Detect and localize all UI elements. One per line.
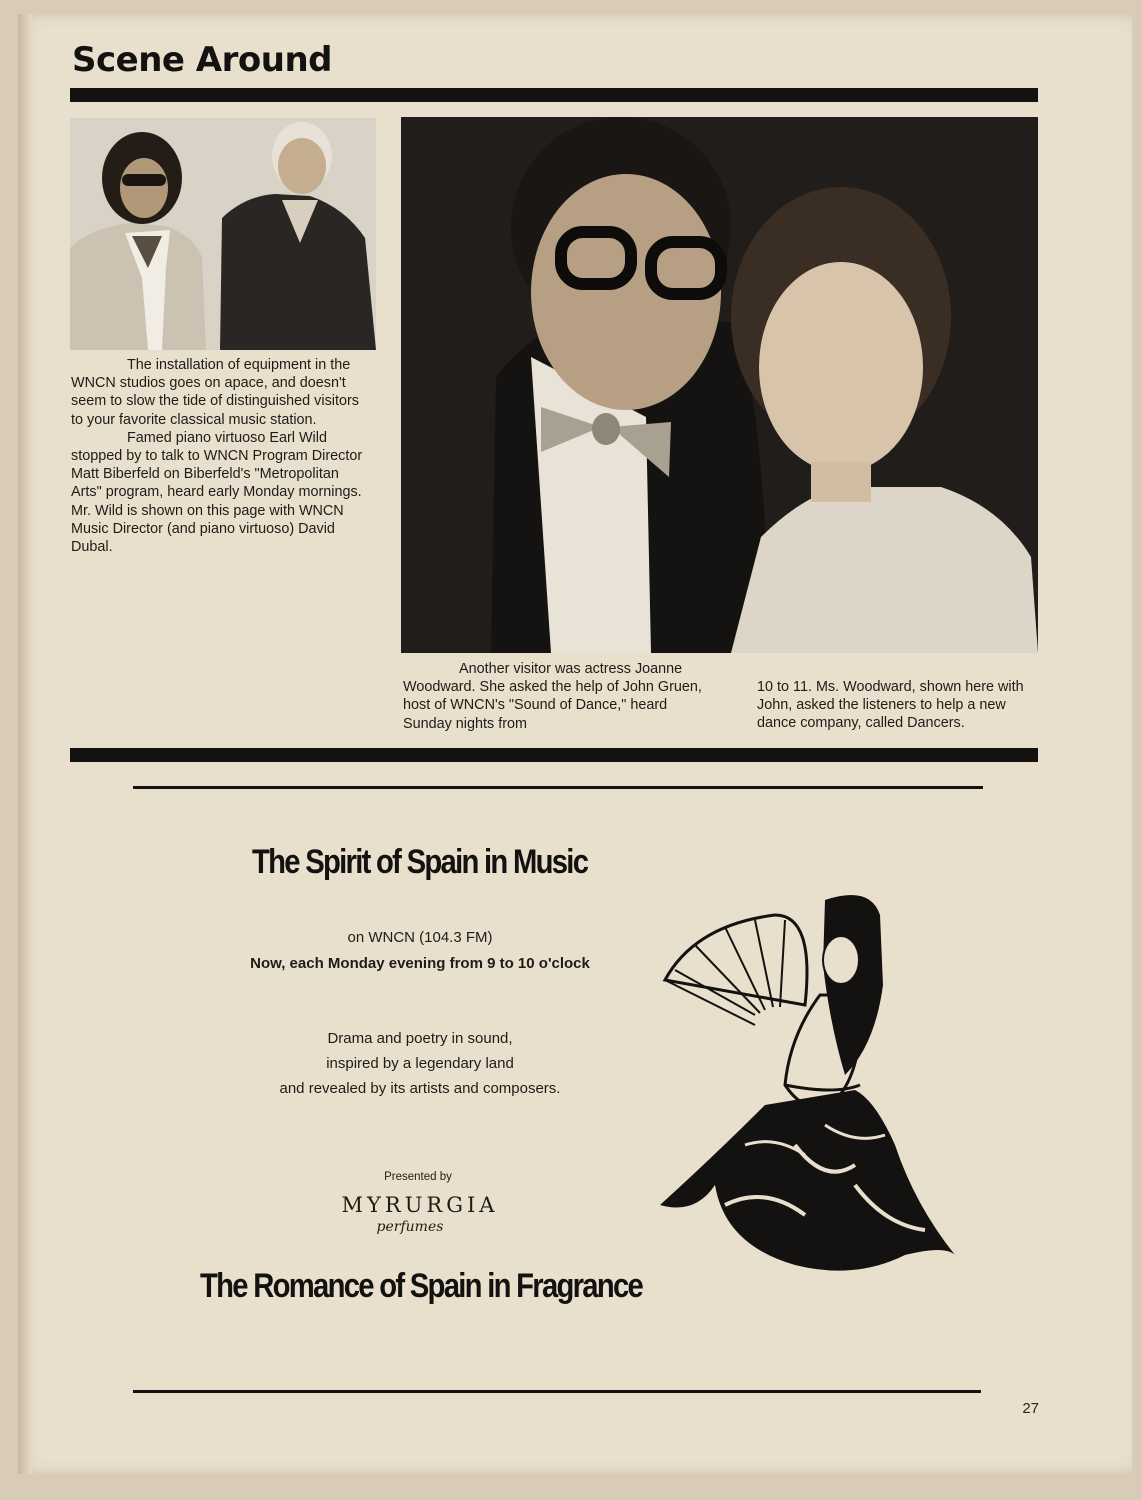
photo-wild-dubal [70, 118, 376, 350]
ad-description-line-2: inspired by a legendary land [326, 1055, 514, 1072]
bottom-caption-col1 [403, 660, 708, 733]
top-rule [70, 88, 1038, 102]
ad-tagline: The Romance of Spain in Fragrance [200, 1267, 643, 1305]
left-caption-paragraph-1: The installation of equipment in the WNCN studios goes on apace, and doesn't seem to slow the tide of distinguished visitors to your favorite classical music station. [71, 357, 359, 428]
ad-top-rule [133, 786, 983, 789]
ad-station: on WNCN (104.3 FM) [347, 929, 493, 946]
flamenco-dancer-illustration [655, 885, 960, 1305]
left-caption-paragraph-2: Famed piano virtuoso Earl Wild stopped by to talk to WNCN Program Director Matt Biberfeld on Biberfeld's "Metropolitan Arts" program, heard early Monday mornings. Mr. Wild is shown on this page with WNCN Music Director (and piano virtuoso) David Dubal. [71, 429, 363, 556]
bottom-caption-text-2: 10 to 11. Ms. Woodward, shown here with John, asked the listeners to help a new dance company, called Dancers. [757, 679, 1024, 732]
page-binding [18, 14, 32, 1474]
section-heading: Scene Around [72, 40, 332, 80]
ad-description-line-3: and revealed by its artists and composers. [279, 1080, 561, 1097]
middle-rule [70, 748, 1038, 762]
ad-bottom-rule [133, 1390, 981, 1393]
page-number: 27 [1022, 1400, 1039, 1417]
brand-logo: MYRURGIA [341, 1193, 499, 1217]
ad-description-line-1: Drama and poetry in sound, [327, 1030, 513, 1047]
ad-title: The Spirit of Spain in Music [252, 843, 588, 881]
photo-gruen-woodward [401, 117, 1038, 653]
bottom-caption-text-1: Another visitor was actress Joanne Woodward. She asked the help of John Gruen, host of WNCN's "Sound of Dance," heard Sunday nights from [403, 661, 702, 732]
ad-schedule: Now, each Monday evening from 9 to 10 o'clock [250, 955, 590, 972]
left-caption [71, 356, 371, 556]
brand-subtitle: perfumes [376, 1219, 444, 1235]
presented-by-label: Presented by [384, 1171, 452, 1183]
bottom-caption-col2 [757, 678, 1045, 733]
